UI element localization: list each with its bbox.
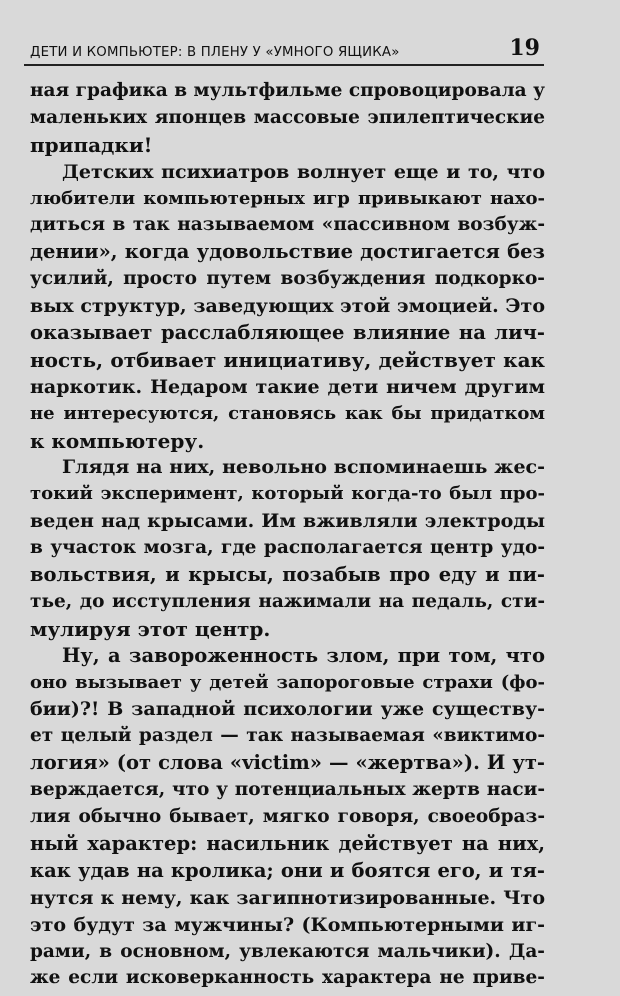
text-line: же если исковерканность характера не приве- xyxy=(30,967,545,989)
text-line: вых структур, заведующих этой эмоцией. Это xyxy=(30,295,545,318)
text-line: диться в так называемом «пассивном возбуж- xyxy=(30,214,545,236)
text-line: припадки! xyxy=(30,132,153,157)
text-line: Глядя на них, невольно вспоминаешь жес- xyxy=(62,456,545,479)
running-head: ДЕТИ И КОМПЬЮТЕР: В ПЛЕНУ У «УМНОГО ЯЩИКА» xyxy=(30,45,400,60)
text-line: в участок мозга, где располагается центр удо- xyxy=(30,537,545,559)
text-line: ет целый раздел — так называемая «виктимо- xyxy=(30,725,545,747)
text-line: тье, до исступления нажимали на педаль, сти- xyxy=(30,590,545,612)
text-line: верждается, что у потенциальных жертв наси- xyxy=(30,779,545,801)
text-line: оказывает расслабляющее влияние на лич- xyxy=(30,321,545,345)
text-line: лия обычно бывает, мягко говоря, своеобраз- xyxy=(30,806,545,828)
text-line: оно вызывает у детей запороговые страхи (фо- xyxy=(30,671,545,693)
text-line: к компьютеру. xyxy=(30,428,205,453)
text-line: маленьких японцев массовые эпилептические xyxy=(30,106,545,128)
text-line: мулируя этот центр. xyxy=(30,616,271,641)
text-line: рами, в основном, увлекаются мальчики). Да- xyxy=(30,940,545,962)
text-line: ность, отбивает инициативу, действует как xyxy=(30,347,545,372)
text-line: веден над крысами. Им вживляли электроды xyxy=(30,510,545,533)
text-line: вольствия, и крысы, позабыв про еду и пи- xyxy=(30,563,545,587)
text-line: любители компьютерных игр привыкают нахо- xyxy=(30,187,545,209)
text-line: ная графика в мультфильме спровоцировала у xyxy=(30,80,545,101)
text-line: логия» (от слова «victim» — «жертва»). И ут- xyxy=(30,751,545,775)
text-line: нутся к нему, как загипнотизированные. Что xyxy=(30,886,545,909)
text-line: Ну, а завороженность злом, при том, что xyxy=(62,643,545,667)
page-header xyxy=(24,34,544,66)
text-line: дении», когда удовольствие достигается без xyxy=(30,240,545,264)
body-text xyxy=(30,78,545,992)
text-line: не интересуются, становясь как бы придатком xyxy=(30,402,545,424)
text-line: наркотик. Недаром такие дети ничем другим xyxy=(30,375,545,398)
text-line: ный характер: насильник действует на них, xyxy=(30,831,545,855)
text-line: токий эксперимент, который когда-то был про- xyxy=(30,483,545,505)
text-line: как удав на кролика; они и боятся его, и тя- xyxy=(30,858,545,882)
text-line: Детских психиатров волнует еще и то, что xyxy=(62,160,545,183)
text-line: усилий, просто путем возбуждения подкорко- xyxy=(30,268,545,290)
text-line: это будут за мужчины? (Компьютерными иг- xyxy=(30,913,545,936)
page-number: 19 xyxy=(509,35,540,61)
text-line: бии)?! В западной психологии уже существу- xyxy=(30,698,545,721)
